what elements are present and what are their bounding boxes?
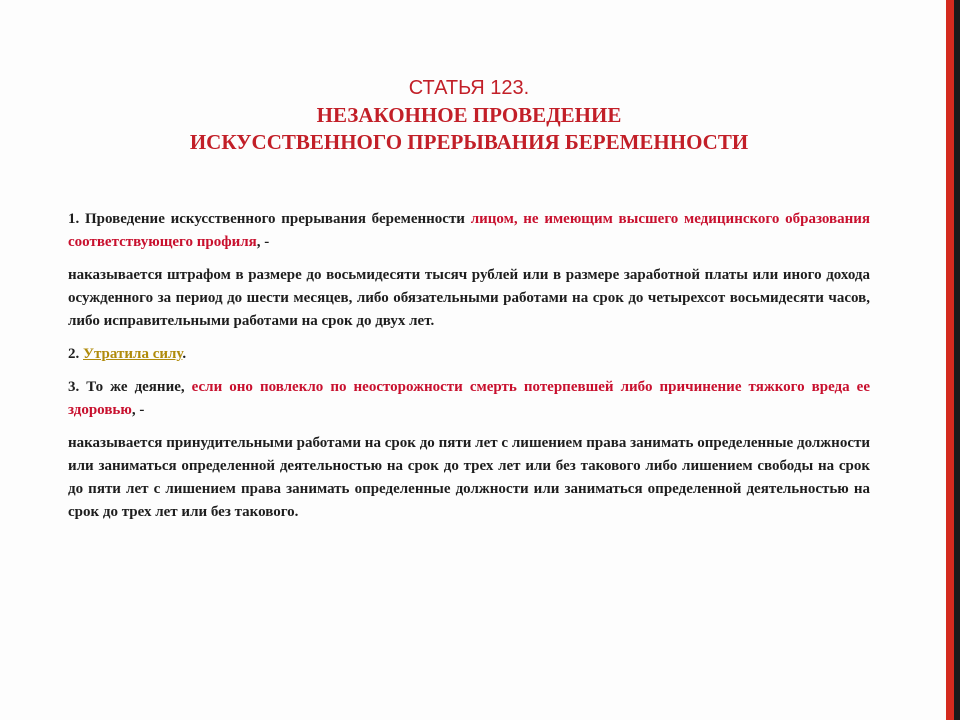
- p4-tail: , -: [131, 402, 145, 418]
- paragraph-5: наказывается принудительными работами на срок до пяти лет с лишением права занимать определенные должности или заниматься определенной деятельностью на срок до трех лет или без такового либо лишением свободы на срок до пяти лет с лишением права занимать определенные должности или заниматься определенной деятельностью на срок до трех лет или без такового.: [68, 435, 870, 520]
- paragraph-1: [68, 208, 870, 254]
- paragraph-3: [68, 343, 870, 366]
- paragraph-2: наказывается штрафом в размере до восьмидесяти тысяч рублей или в размере заработной платы или иного дохода осужденного за период до шести месяцев, либо обязательными работами на срок до четырехсот восьмидесяти часов, либо исправительными работами на срок до двух лет.: [68, 267, 870, 329]
- p3-lead: 2.: [68, 346, 83, 362]
- article-body: [68, 208, 870, 534]
- side-accent-bar-dark: [954, 0, 960, 720]
- paragraph-4: [68, 376, 870, 422]
- p1-tail: , -: [256, 234, 270, 250]
- p3-tail: .: [182, 346, 187, 362]
- title-line-1: СТАТЬЯ 123.: [408, 77, 530, 99]
- slide-title: [68, 75, 870, 156]
- p4-lead: 3. То же деяние,: [68, 379, 192, 395]
- side-accent-bar-red: [946, 0, 954, 720]
- p4-highlight: если оно повлекло по неосторожности смерть потерпевшей либо причинение тяжкого вреда ее здоровью: [68, 379, 870, 418]
- p1-highlight: лицом, не имеющим высшего медицинского образования соответствующего профиля: [68, 211, 871, 250]
- repealed-link[interactable]: Утратила силу: [83, 346, 183, 362]
- title-line-3: ИСКУССТВЕННОГО ПРЕРЫВАНИЯ БЕРЕМЕННОСТИ: [189, 130, 749, 154]
- p1-lead: 1. Проведение искусственного прерывания беременности: [68, 211, 471, 227]
- title-line-2: НЕЗАКОННОЕ ПРОВЕДЕНИЕ: [316, 103, 622, 127]
